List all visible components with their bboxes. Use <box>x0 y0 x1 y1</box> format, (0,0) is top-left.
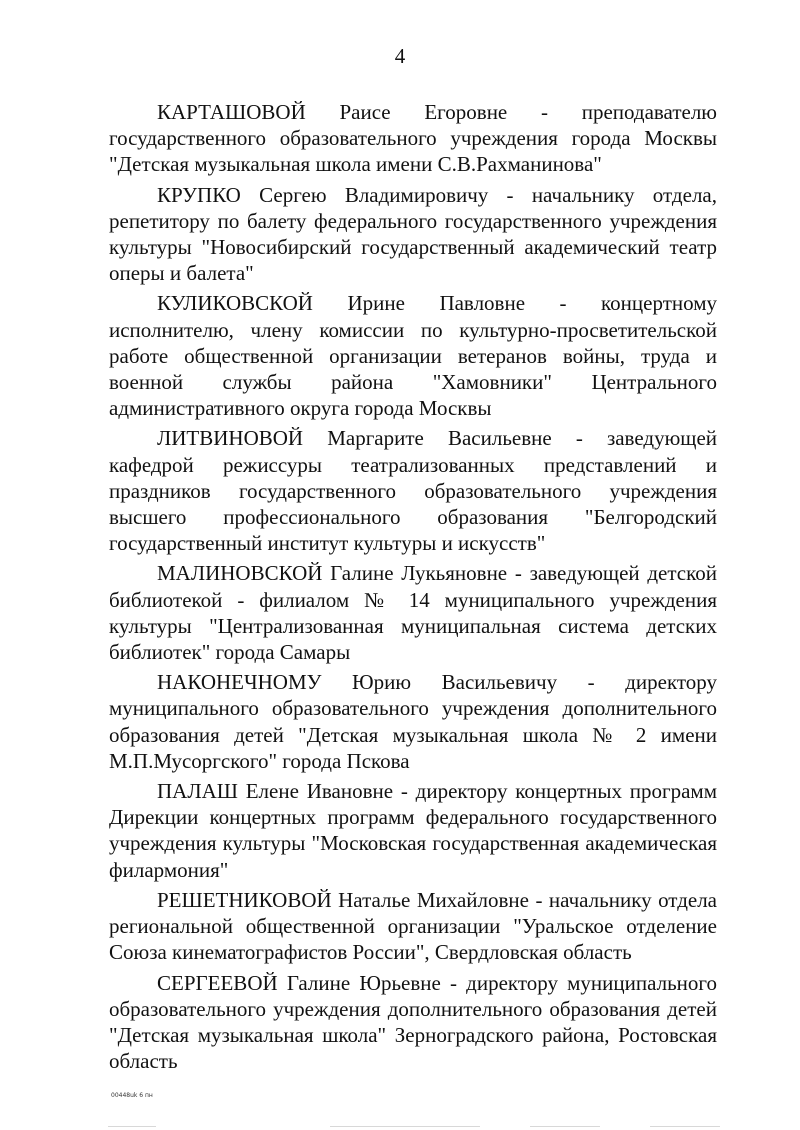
footer-document-code: 00448uk 6 пн <box>111 1092 153 1099</box>
award-entry-litvinova: ЛИТВИНОВОЙ Маргарите Васильевне - заведующей кафедрой режиссуры театрализованных представлений и праздников государственного образовательного учреждения высшего профессионального образования "Белгородский государственный институт культуры и искусств" <box>109 426 717 556</box>
award-entry-krupko: КРУПКО Сергею Владимировичу - начальнику отдела, репетитору по балету федерального государственного учреждения культуры "Новосибирский государственный академический театр оперы и балета" <box>109 182 717 286</box>
award-entry-kulikovskaya: КУЛИКОВСКОЙ Ирине Павловне - концертному исполнителю, члену комиссии по культурно-просветительской работе общественной организации ветеранов войны, труда и военной службы района "Хамовники" Центрального административного округа города Москвы <box>109 291 717 421</box>
document-body <box>109 99 717 1078</box>
scan-edge-line <box>330 1126 480 1127</box>
scan-edge-line <box>108 1126 156 1127</box>
award-entry-malinovskaya: МАЛИНОВСКОЙ Галине Лукьяновне - заведующей детской библиотекой - филиалом № 14 муниципального учреждения культуры "Централизованная муниципальная система детских библиотек" города Самары <box>109 561 717 665</box>
award-entry-sergeeva: СЕРГЕЕВОЙ Галине Юрьевне - директору муниципального образовательного учреждения дополнительного образования детей "Детская музыкальная школа" Зерноградского района, Ростовская область <box>109 970 717 1074</box>
award-entry-palash: ПАЛАШ Елене Ивановне - директору концертных программ Дирекции концертных программ федерального государственного учреждения культуры "Московская государственная академическая филармония" <box>109 779 717 882</box>
award-entry-reshetnikova: РЕШЕТНИКОВОЙ Наталье Михайловне - начальнику отдела региональной общественной организации "Уральское отделение Союза кинематографистов России", Свердловская область <box>109 887 717 965</box>
award-entry-kartashova: КАРТАШОВОЙ Раисе Егоровне - преподавателю государственного образовательного учреждения города Москвы "Детская музыкальная школа имени С.В.Рахманинова" <box>109 100 717 177</box>
page-number: 4 <box>394 44 406 68</box>
scan-edge-line <box>530 1126 600 1127</box>
scan-edge-line <box>650 1126 720 1127</box>
award-entry-nakonechny: НАКОНЕЧНОМУ Юрию Васильевичу - директору муниципального образовательного учреждения дополнительного образования детей "Детская музыкальная школа № 2 имени М.П.Мусоргского" города Пскова <box>109 670 717 773</box>
